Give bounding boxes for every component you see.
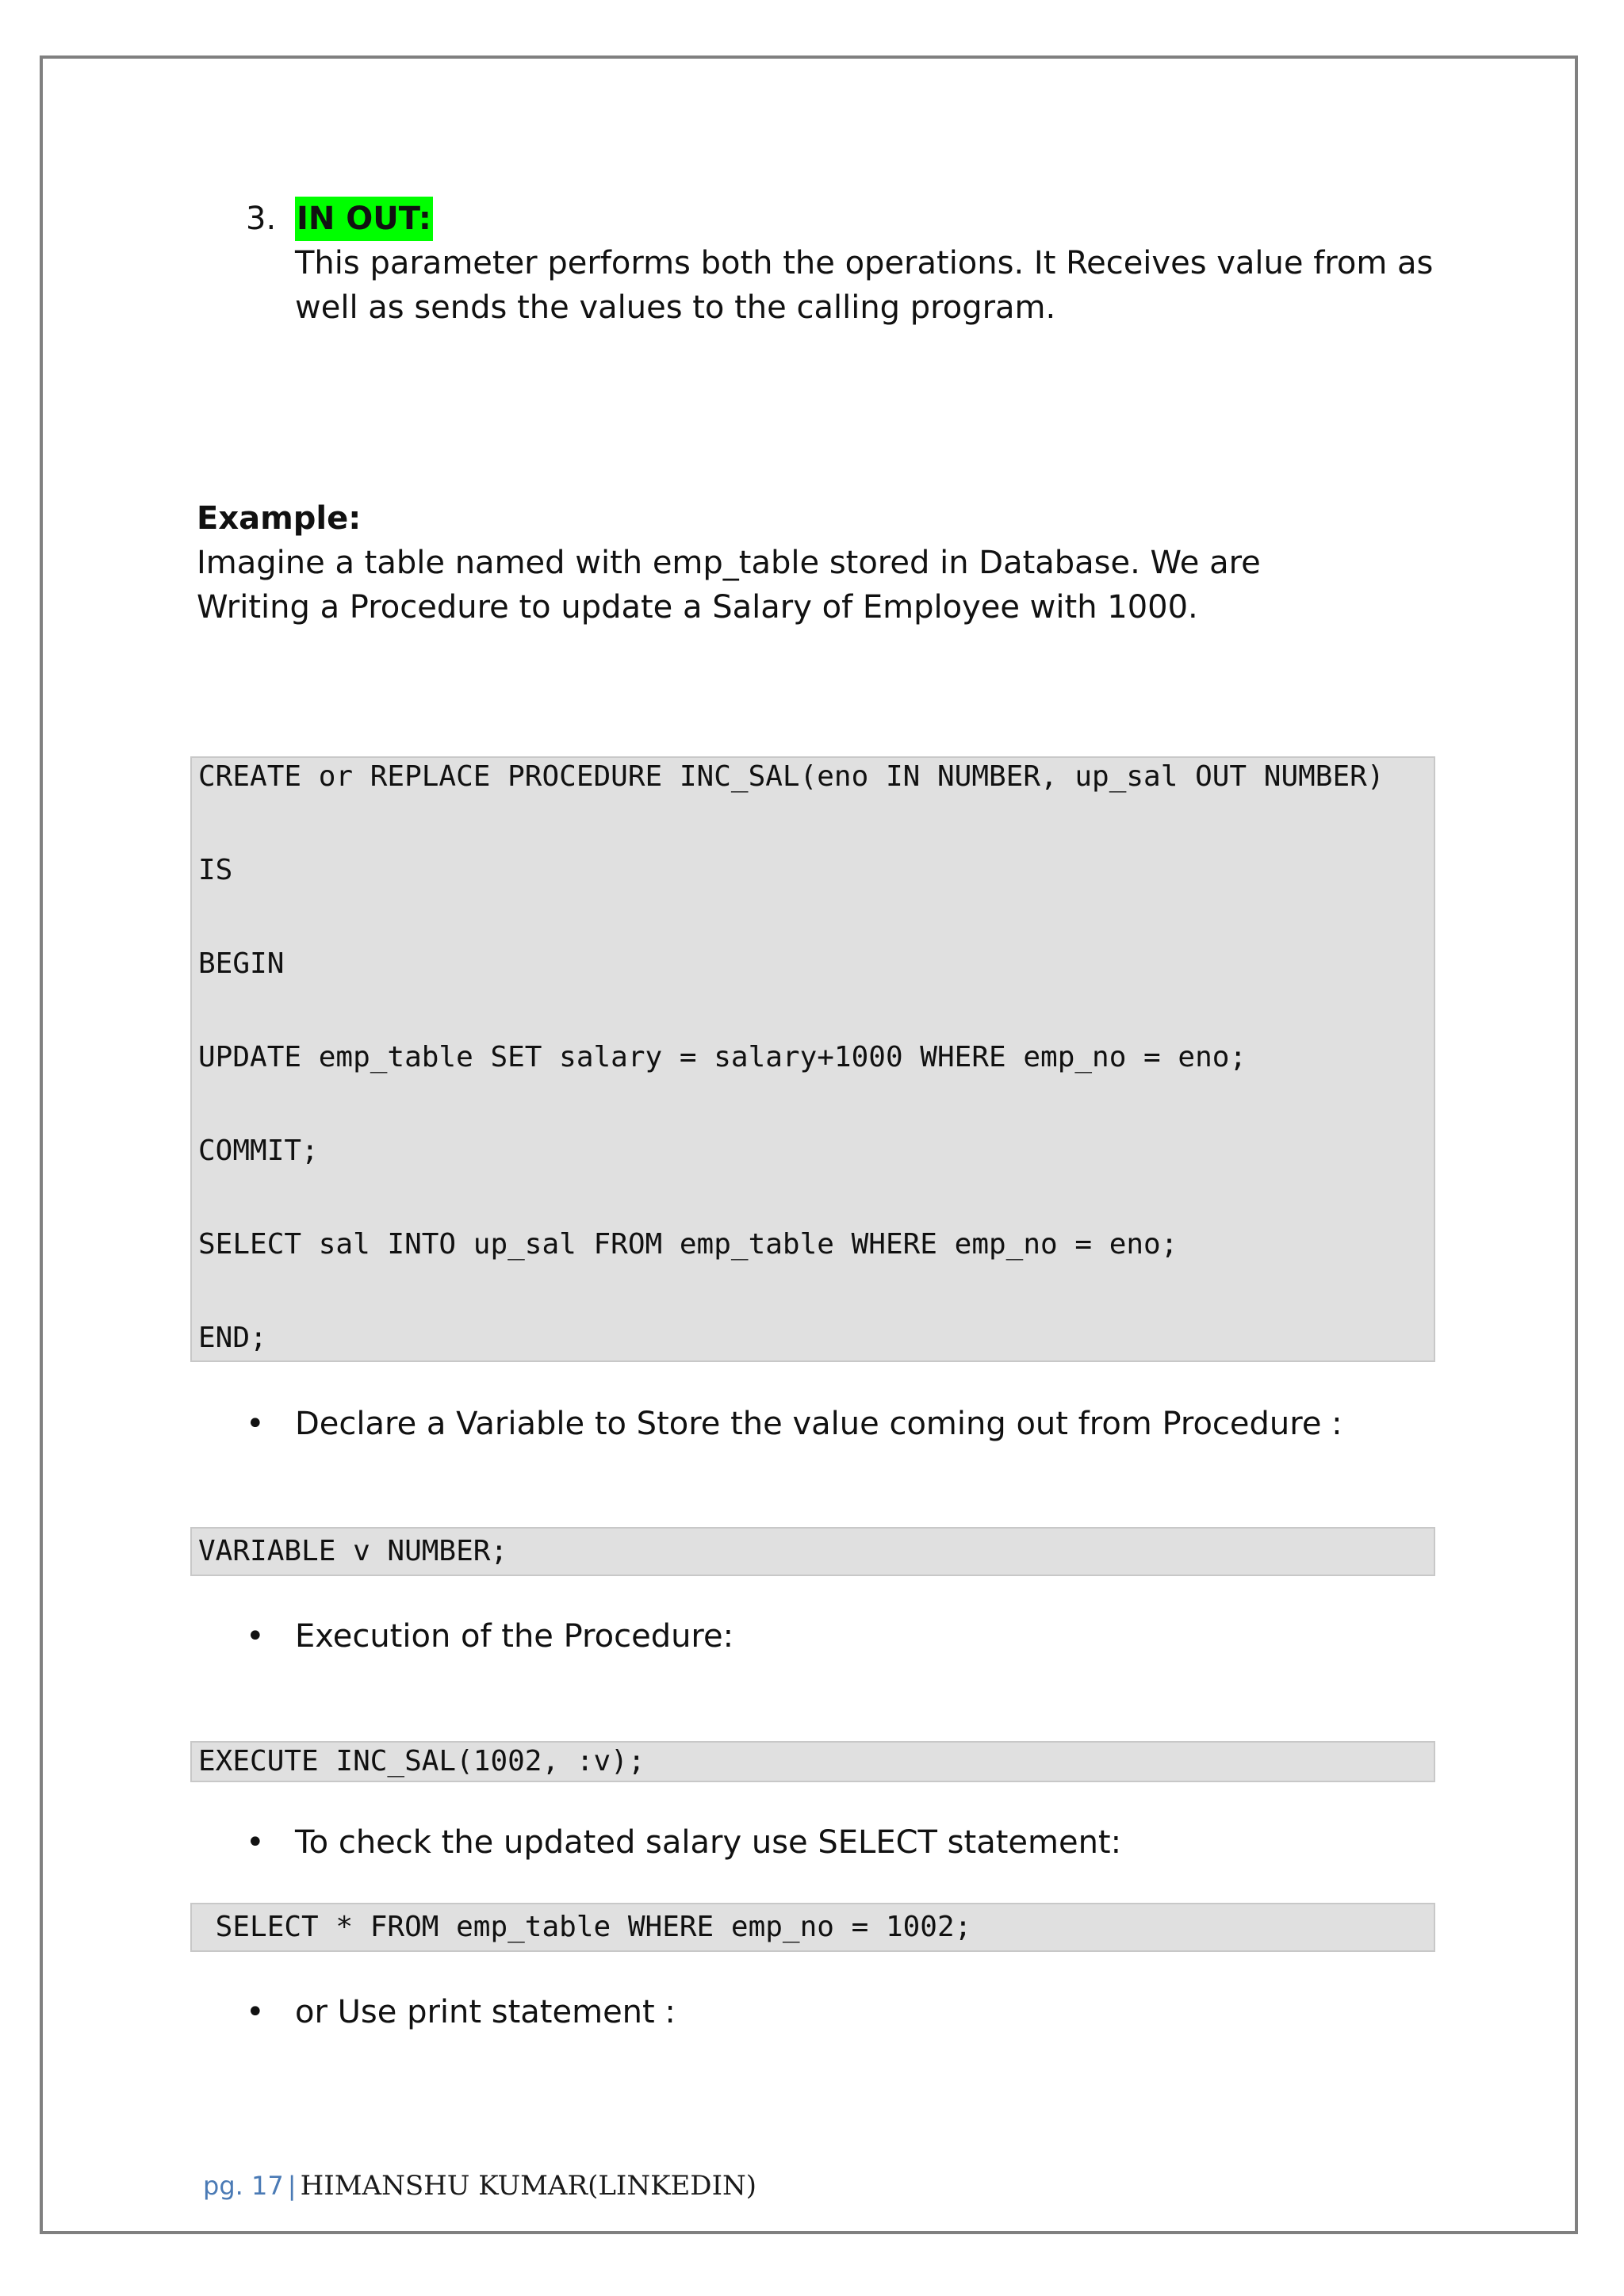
bullet-icon: • — [246, 1406, 265, 1442]
execute-code-block — [190, 1741, 1435, 1782]
example-description: Imagine a table named with emp_table stored in Database. We are Writing a Procedure to update a Salary of Employee with 1000. — [197, 545, 1261, 626]
bullet-text: Execution of the Procedure: — [295, 1618, 734, 1655]
code-line: SELECT * FROM emp_table WHERE emp_no = 1002; — [198, 1911, 972, 1943]
bullet-text: To check the updated salary use SELECT statement: — [295, 1824, 1122, 1861]
code-line: COMMIT; — [198, 1135, 319, 1167]
list-number: 3. — [246, 201, 277, 237]
code-line: SELECT sal INTO up_sal FROM emp_table WHERE emp_no = eno; — [198, 1228, 1178, 1261]
code-line: BEGIN — [198, 947, 285, 980]
section-description: This parameter performs both the operations. It Receives value from as well as sends the values to the calling program. — [295, 245, 1434, 326]
bullet-text: or Use print statement : — [295, 1994, 676, 2030]
procedure-code-block — [190, 756, 1435, 1362]
section-title-in-out: IN OUT: — [295, 197, 433, 241]
code-line: END; — [198, 1322, 267, 1354]
example-heading: Example: — [197, 500, 362, 537]
select-code-block — [190, 1903, 1435, 1952]
bullet-icon: • — [246, 1994, 265, 2030]
code-line: EXECUTE INC_SAL(1002, :v); — [198, 1745, 645, 1777]
footer-author: HIMANSHU KUMAR(LINKEDIN) — [300, 2170, 757, 2202]
footer-separator: | — [287, 2171, 297, 2201]
variable-code-block — [190, 1527, 1435, 1576]
page-footer — [203, 2168, 756, 2209]
bullet-icon: • — [246, 1618, 265, 1655]
code-line: IS — [198, 854, 233, 886]
code-line: CREATE or REPLACE PROCEDURE INC_SAL(eno IN NUMBER, up_sal OUT NUMBER) — [198, 760, 1385, 793]
code-line: VARIABLE v NUMBER; — [198, 1535, 508, 1567]
code-line: UPDATE emp_table SET salary = salary+1000 WHERE emp_no = eno; — [198, 1041, 1247, 1073]
bullet-icon: • — [246, 1824, 265, 1861]
footer-page-number: pg. 17 — [203, 2171, 284, 2201]
bullet-text: Declare a Variable to Store the value coming out from Procedure : — [295, 1406, 1342, 1442]
